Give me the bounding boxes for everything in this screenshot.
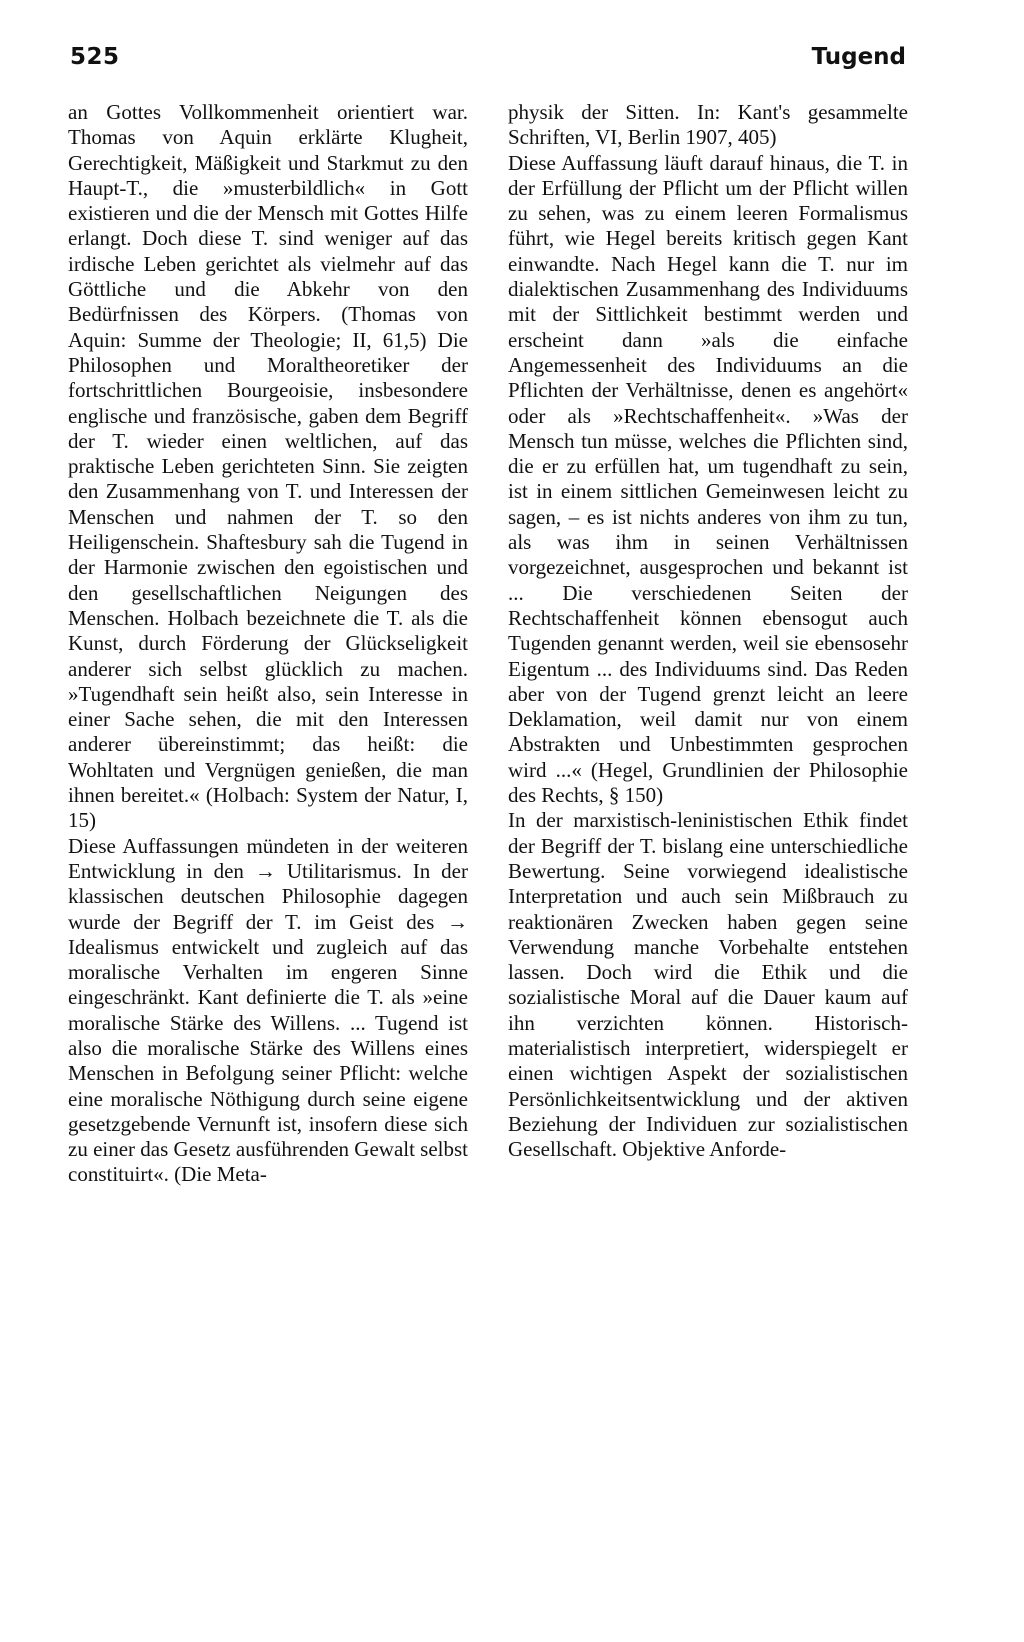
- left-paragraph-2: Diese Auffassungen mündeten in der weiteren Entwicklung in den → Utilitarismus. In der klassischen deutschen Philosophie dagegen wurde der Begriff der T. im Geist des → Idealismus entwickelt und zugleich auf das moralische Verhalten im engeren Sinne eingeschränkt. Kant definierte die T. als »eine moralische Stärke des Willens. ... Tugend ist also die moralische Stärke des Willens eines Menschen in Befolgung seiner Pflicht: welche eine moralische Nöthigung durch seine eigene gesetzgebende Vernunft ist, insofern diese sich zu einer das Gesetz ausführenden Gewalt selbst constituirt«. (Die Meta-: [68, 833, 469, 1187]
- left-column: [68, 100, 468, 1188]
- right-paragraph-2: Diese Auffassung läuft darauf hinaus, die T. in der Erfüllung der Pflicht um der Pflicht willen zu sehen, was zu einem leeren Formalismus führt, wie Hegel bereits kritisch gegen Kant einwandte. Nach Hegel kann die T. nur im dialektischen Zusammenhang des Individuums mit der Sittlichkeit bestimmt werden und erscheint dann »als die einfache Angemessenheit des Individuums an die Pflichten der Verhältnisse, denen es angehört« oder als »Rechtschaffenheit«. »Was der Mensch tun müsse, welches die Pflichten sind, die er zu erfüllen hat, um tugendhaft zu sein, ist in einem sittlichen Gemeinwesen leicht zu sagen, – es ist nichts anderes von ihm zu tun, als was ihm in seinen Verhältnissen vorgezeichnet, ausgesprochen und bekannt ist ... Die verschiedenen Seiten der Rechtschaffenheit können ebensogut auch Tugenden genannt werden, weil sie ebensosehr Eigentum ... des Individuums sind. Das Reden aber von der Tugend grenzt leicht an leere Deklamation, weil damit nur von einem Abstrakten und Unbestimmten gesprochen wird ...« (Hegel, Grundlinien der Philosophie des Rechts, § 150): [508, 150, 908, 808]
- right-column: [508, 100, 908, 1162]
- page-number: 525: [70, 44, 120, 70]
- page-header: [70, 44, 906, 80]
- left-paragraph-1: an Gottes Vollkommenheit orientiert war. Thomas von Aquin erklärte Klugheit, Gerechtigkeit, Mäßigkeit und Starkmut zu den Haupt-T., die »musterbildlich« in Gott existieren und die der Mensch mit Gottes Hilfe erlangt. Doch diese T. sind weniger auf das irdische Leben gerichtet als vielmehr auf das Göttliche und die Abkehr von den Bedürfnissen des Körpers. (Thomas von Aquin: Summe der Theologie; II, 61,5) Die Philosophen und Moraltheoretiker der fortschrittlichen Bourgeoisie, insbesondere englische und französische, gaben dem Begriff der T. wieder einen weltlichen, auf das praktische Leben gerichteten Sinn. Sie zeigten den Zusammenhang von T. und Interessen der Menschen und nahmen der T. so den Heiligenschein. Shaftesbury sah die Tugend in der Harmonie zwischen den egoistischen und den gesellschaftlichen Neigungen des Menschen. Holbach bezeichnete die T. als die Kunst, durch Förderung der Glückseligkeit anderer sich selbst glücklich zu machen. »Tugendhaft sein heißt also, sein Interesse in einer Sache sehen, die mit den Interessen anderer übereinstimmt; das heißt: die Wohltaten und Vergnügen genießen, die man ihnen bereitet.« (Holbach: System der Natur, I, 15): [68, 100, 468, 833]
- right-paragraph-3: In der marxistisch-leninistischen Ethik findet der Begriff der T. bislang eine unterschiedliche Bewertung. Seine vorwiegend idealistische Interpretation und auch sein Mißbrauch zu reaktionären Zwecken haben gegen seine Verwendung manche Vorbehalte entstehen lassen. Doch wird die Ethik und die sozialistische Moral auf die Dauer kaum auf ihn verzichten können. Historisch-materialistisch interpretiert, widerspiegelt er einen wichtigen Aspekt der sozialistischen Persönlichkeitsentwicklung und der aktiven Beziehung der Individuen zur sozialistischen Gesellschaft. Objektive Anforde-: [508, 808, 908, 1162]
- right-paragraph-1: physik der Sitten. In: Kant's gesammelte Schriften, VI, Berlin 1907, 405): [508, 100, 908, 150]
- running-head: Tugend: [811, 44, 906, 70]
